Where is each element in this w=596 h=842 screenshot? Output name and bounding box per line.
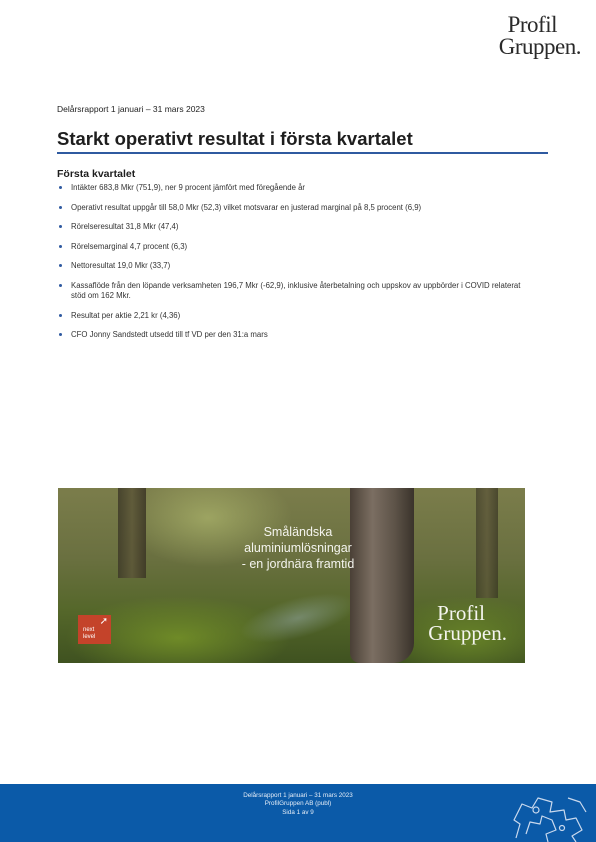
background-tree-trunk [118, 488, 146, 578]
bullet-icon [59, 314, 62, 317]
footer-page-number: Sida 1 av 9 [282, 808, 314, 816]
list-item [57, 281, 537, 302]
report-label: Delårsrapport 1 januari – 31 mars 2023 [57, 104, 205, 114]
highlights-list [57, 183, 537, 350]
footer-company: ProfilGruppen AB (publ) [264, 800, 332, 808]
list-item-text: Operativt resultat uppgår till 58,0 Mkr (52,3) vilket motsvarar en justerad marginal på 8,5 procent (6,9) [71, 202, 422, 212]
badge-line-2: level [83, 633, 96, 640]
page-title: Starkt operativt resultat i första kvartalet [57, 128, 413, 149]
banner-logo-line-1: Profil [437, 601, 485, 625]
banner-slogan-line: aluminiumlösningar [244, 541, 352, 555]
list-item [57, 203, 537, 214]
section-heading: Första kvartalet [57, 168, 136, 180]
list-item-text: Intäkter 683,8 Mkr (751,9), ner 9 procent jämfört med föregående år [71, 183, 306, 192]
tree-trunk [350, 488, 414, 663]
list-item-text: CFO Jonny Sandstedt utsedd till tf VD per den 31:a mars [71, 330, 268, 339]
forest-banner-image [58, 488, 525, 663]
list-item [57, 311, 537, 322]
bullet-icon [59, 284, 62, 287]
logo-line-1: Profil [507, 12, 557, 37]
list-item [57, 183, 537, 194]
bullet-icon [59, 186, 62, 189]
list-item [57, 261, 537, 272]
bullet-icon [59, 264, 62, 267]
logo-line-2: Gruppen. [498, 33, 581, 59]
bullet-icon [59, 206, 62, 209]
page-footer [0, 784, 596, 842]
banner-logo-line-2: Gruppen. [428, 620, 507, 645]
bullet-icon [59, 333, 62, 336]
forest-stream [235, 583, 361, 653]
bullet-icon [59, 245, 62, 248]
banner-logo [428, 601, 507, 645]
badge-line-1: next [83, 627, 95, 633]
list-item [57, 242, 537, 253]
profile-outline-icon [506, 790, 592, 842]
footer-report-label: Delårsrapport 1 januari – 31 mars 2023 [243, 792, 353, 799]
arrow-up-right-icon: ➚ [99, 616, 108, 627]
banner-slogan-line: - en jordnära framtid [241, 557, 355, 571]
banner-slogan [193, 524, 403, 572]
list-item-text: Nettoresultat 19,0 Mkr (33,7) [71, 261, 171, 270]
company-logo [481, 14, 581, 58]
list-item [57, 222, 537, 233]
list-item-text: Rörelseresultat 31,8 Mkr (47,4) [71, 222, 179, 231]
list-item-text: Resultat per aktie 2,21 kr (4,36) [71, 310, 181, 320]
title-divider [57, 152, 548, 154]
list-item-text: Kassaflöde från den löpande verksamheten 196,7 Mkr (-62,9), inklusive återbetalning och uppskov av uppbörder i COVID relaterat stöd om 162 Mkr. [71, 280, 521, 300]
bullet-icon [59, 225, 62, 228]
background-tree-trunk [476, 488, 498, 598]
next-level-badge [78, 615, 111, 644]
banner-slogan-line: Småländska [263, 525, 333, 539]
list-item-text: Rörelsemarginal 4,7 procent (6,3) [71, 241, 188, 251]
list-item [57, 330, 537, 341]
